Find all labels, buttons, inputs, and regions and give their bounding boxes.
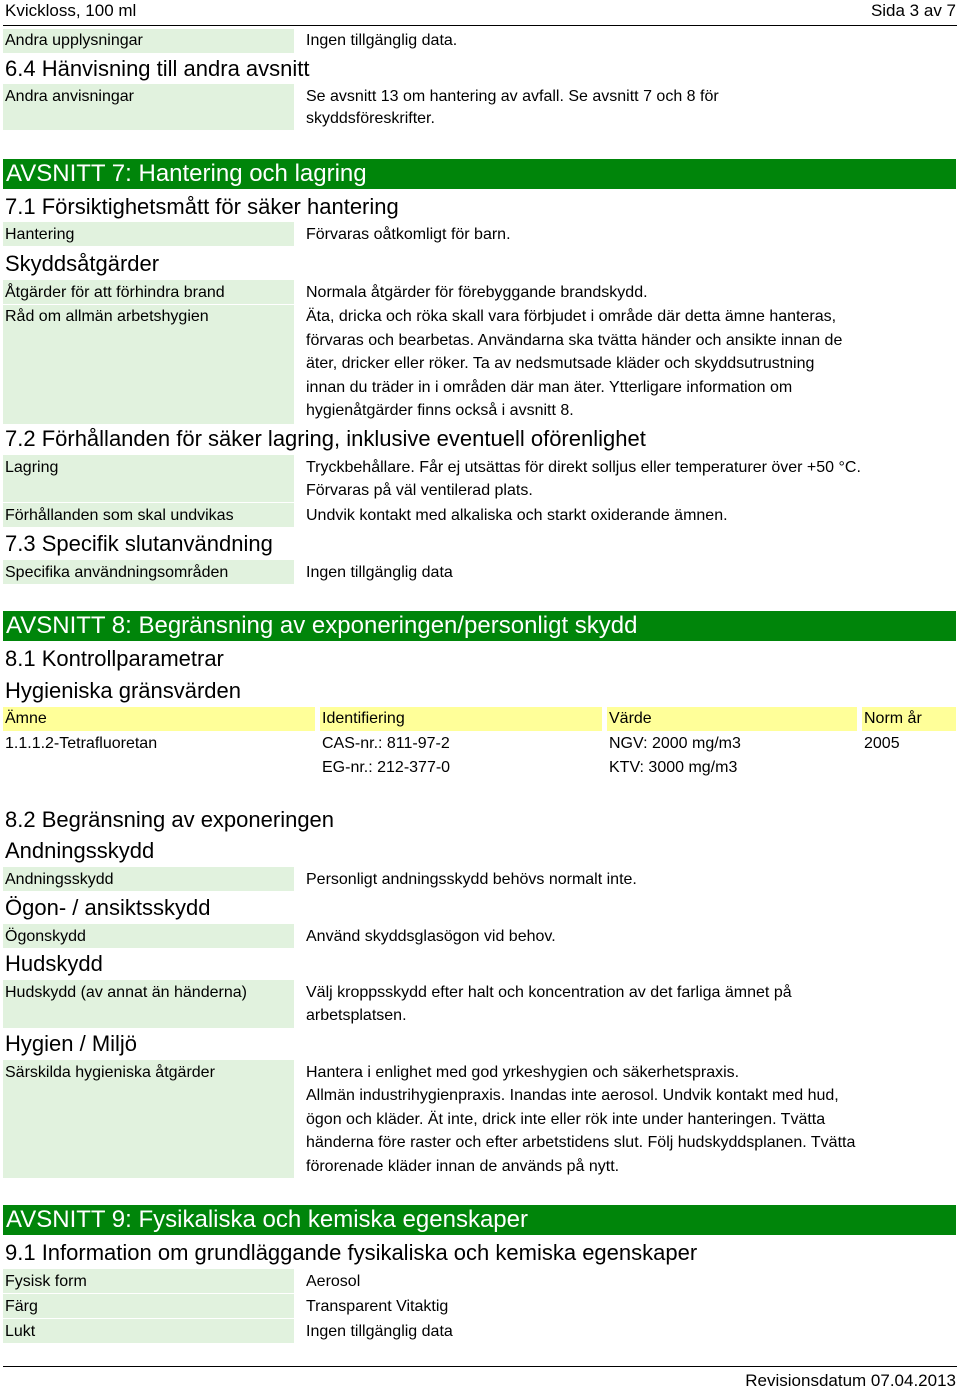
hygiene-line: hygienåtgärder finns också i avsnitt 8. — [306, 402, 574, 419]
special-hygiene-label: Särskilda hygieniska åtgärder — [5, 1064, 215, 1081]
column-header: Värde — [609, 710, 652, 727]
heading-7-1: 7.1 Försiktighetsmått för säker hantering — [5, 194, 399, 219]
eye-value: Använd skyddsglasögon vid behov. — [306, 928, 556, 945]
table-cell-value: NGV: 2000 mg/m3 — [609, 735, 741, 752]
odor-label: Lukt — [5, 1323, 36, 1340]
hygiene-line: äter, dricker eller röker. Ta av nedsmutsade kläder och skyddsutrustning — [306, 355, 815, 372]
table-cell-year: 2005 — [864, 735, 900, 752]
special-hygiene-line: förorenade kläder innan de används på nytt. — [306, 1158, 620, 1175]
other-refs-label: Andra anvisningar — [5, 88, 134, 105]
label-bg — [3, 1294, 294, 1318]
hygiene-line: förvaras och bearbetas. Användarna ska tvätta händer och ansikte innan de — [306, 332, 843, 349]
heading-8-1: 8.1 Kontrollparametrar — [5, 646, 224, 671]
special-hygiene-line: händerna före raster och efter arbetstidens slut. Följ hudskyddsplanen. Tvätta — [306, 1134, 856, 1151]
avoid-label: Förhållanden som skal undvikas — [5, 507, 234, 524]
protective-heading: Skyddsåtgärder — [5, 251, 160, 276]
fire-label: Åtgärder för att förhindra brand — [5, 284, 225, 301]
physical-form-label: Fysisk form — [5, 1273, 87, 1290]
table-cell-id: CAS-nr.: 811-97-2 — [322, 735, 450, 752]
hygiene-env-heading: Hygien / Miljö — [5, 1031, 138, 1056]
hygiene-line: Äta, dricka och röka skall vara förbjudet i område där detta ämne hanteras, — [306, 308, 837, 325]
handling-value: Förvaras oåtkomligt för barn. — [306, 226, 511, 243]
specific-use-label: Specifika användningsområden — [5, 564, 229, 581]
skin-line: Välj kroppsskydd efter halt och koncentration av det farliga ämnet på — [306, 984, 792, 1001]
table-cell-id: EG-nr.: 212-377-0 — [322, 759, 451, 776]
odor-value: Ingen tillgänglig data — [306, 1323, 453, 1340]
respiratory-heading: Andningsskydd — [5, 838, 155, 863]
other-info-value: Ingen tillgänglig data. — [306, 32, 458, 49]
column-header: Norm år — [864, 710, 922, 727]
skin-label: Hudskydd (av annat än händerna) — [5, 984, 247, 1001]
table-header-bg — [3, 707, 315, 731]
other-refs-value-line: Se avsnitt 13 om hantering av avfall. Se avsnitt 7 och 8 för — [306, 88, 719, 105]
specific-use-value: Ingen tillgänglig data — [306, 564, 453, 581]
revision-date: Revisionsdatum 07.04.2013 — [745, 1371, 956, 1390]
other-refs-value-line: skyddsföreskrifter. — [306, 110, 435, 127]
column-header: Identifiering — [322, 710, 405, 727]
storage-line: Förvaras på väl ventilerad plats. — [306, 482, 533, 499]
respiratory-value: Personligt andningsskydd behövs normalt inte. — [306, 871, 637, 888]
heading-8-2: 8.2 Begränsning av exponeringen — [5, 807, 335, 832]
avoid-value: Undvik kontakt med alkaliska och starkt oxiderande ämnen. — [306, 507, 728, 524]
product-name: Kvickloss, 100 ml — [5, 1, 137, 20]
limits-heading: Hygieniska gränsvärden — [5, 678, 242, 703]
fire-value: Normala åtgärder för förebyggande brandskydd. — [306, 284, 648, 301]
color-label: Färg — [5, 1298, 38, 1315]
heading-7-2: 7.2 Förhållanden för säker lagring, inklusive eventuell oförenlighet — [5, 426, 646, 451]
section-7-banner: AVSNITT 7: Hantering och lagring — [3, 159, 956, 189]
header-rule — [3, 25, 957, 26]
color-value: Transparent Vitaktig — [306, 1298, 449, 1315]
heading-9-1: 9.1 Information om grundläggande fysikaliska och kemiska egenskaper — [5, 1240, 698, 1265]
special-hygiene-line: Allmän industrihygienpraxis. Inandas inte aerosol. Undvik kontakt med hud, — [306, 1087, 839, 1104]
footer-rule — [3, 1366, 957, 1367]
section-9-banner: AVSNITT 9: Fysikaliska och kemiska egenskaper — [3, 1205, 956, 1235]
page-number: Sida 3 av 7 — [870, 1, 956, 20]
handling-label: Hantering — [5, 226, 75, 243]
eye-label: Ögonskydd — [5, 928, 86, 945]
heading-6-4: 6.4 Hänvisning till andra avsnitt — [5, 56, 310, 81]
skin-line: arbetsplatsen. — [306, 1007, 407, 1024]
special-hygiene-line: Hantera i enlighet med god yrkeshygien och säkerhetspraxis. — [306, 1064, 740, 1081]
storage-label: Lagring — [5, 459, 59, 476]
table-cell-substance: 1.1.1.2-Tetrafluoretan — [5, 735, 158, 752]
section-8-banner: AVSNITT 8: Begränsning av exponeringen/personligt skydd — [3, 611, 956, 641]
table-cell-value: KTV: 3000 mg/m3 — [609, 759, 738, 776]
storage-line: Tryckbehållare. Får ej utsättas för direkt solljus eller temperaturer över +50 °C. — [306, 459, 861, 476]
eye-heading: Ögon- / ansiktsskydd — [5, 895, 211, 920]
special-hygiene-line: ögon och kläder. Ät inte, drick inte eller rök inte under hanteringen. Tvätta — [306, 1111, 826, 1128]
hygiene-label: Råd om allmän arbetshygien — [5, 308, 209, 325]
label-bg — [3, 1319, 294, 1343]
physical-form-value: Aerosol — [306, 1273, 361, 1290]
skin-heading: Hudskydd — [5, 951, 103, 976]
heading-7-3: 7.3 Specifik slutanvändning — [5, 531, 273, 556]
respiratory-label: Andningsskydd — [5, 871, 114, 888]
hygiene-line: innan du träder in i områden där man äter. Ytterligare information om — [306, 379, 793, 396]
other-info-label: Andra upplysningar — [5, 32, 143, 49]
column-header: Ämne — [5, 710, 47, 727]
